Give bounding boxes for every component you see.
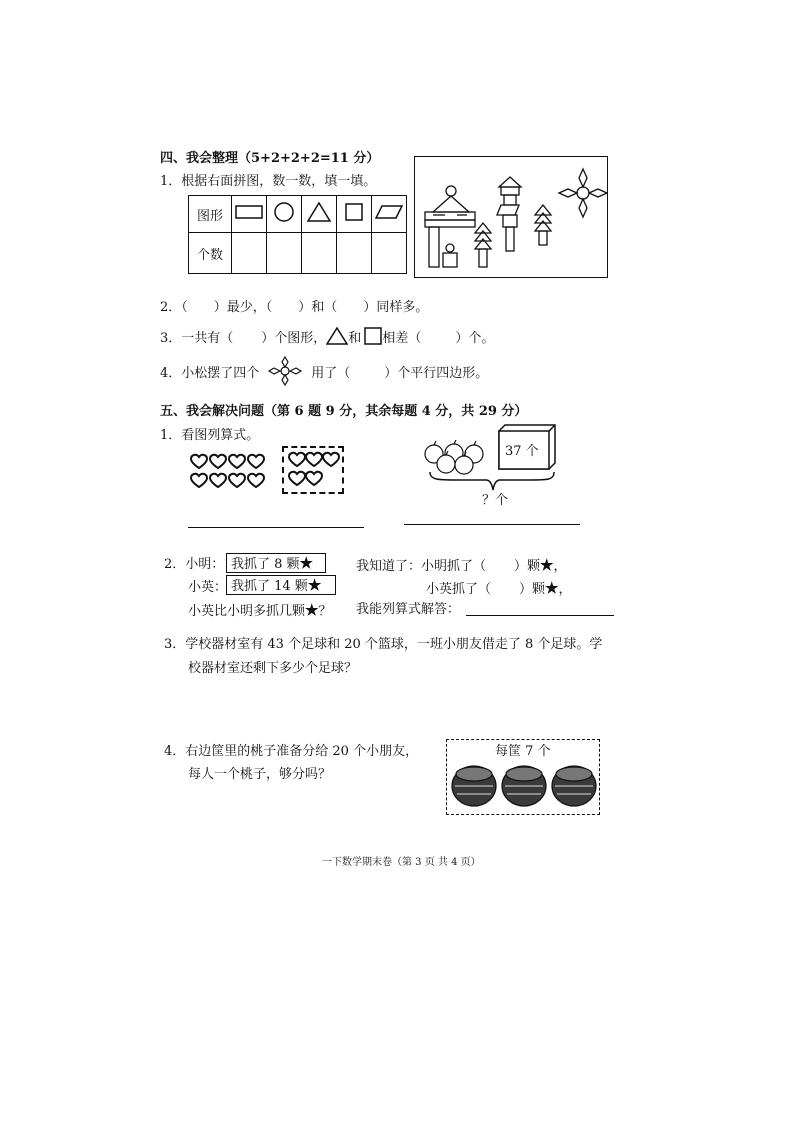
q4-2-part-a: 2．（ (160, 300, 188, 315)
question5-3-line2: 校器材室还剩下多少个足球？ (188, 661, 358, 676)
parallelogram-icon (372, 196, 407, 233)
section5-title: 五、我会解决问题（第 6 题 9 分，其余每题 4 分，共 29 分） (160, 404, 528, 419)
answer-line-hearts[interactable] (188, 527, 364, 528)
count-cell-circle[interactable] (267, 233, 302, 274)
peach-basket-icon (449, 762, 599, 810)
question-mark-total: ？个 (482, 493, 509, 508)
question5-4-line2: 每人一个桃子，够分吗？ (188, 767, 332, 782)
count-cell-parallelogram[interactable] (372, 233, 407, 274)
know-xiaoying: 小英抓了（ ）颗★， (426, 579, 572, 597)
q4-4-part-a: 4．小松摆了四个 (160, 366, 260, 381)
hearts-group-dashed-box (282, 446, 344, 494)
know-xiaoming-a: 我知道了：小明抓了（ (356, 559, 487, 574)
shape-puzzle-drawing (415, 157, 607, 277)
shape-puzzle-picture (414, 156, 608, 278)
know-xiaoying-a: 小英抓了（ (426, 582, 492, 597)
question5-1-text: 1．看图列算式。 (160, 428, 260, 443)
know-xiaoying-b: ）颗 (519, 582, 546, 597)
square-icon (337, 196, 372, 233)
know-xiaoming-b: ）颗 (514, 559, 541, 574)
answer-line-apples[interactable] (404, 524, 580, 525)
count-cell-rectangle[interactable] (232, 233, 267, 274)
xiaoming-label: 2．小明： (164, 557, 225, 572)
xiaoying-speech-box (226, 575, 336, 595)
q4-3-part-a: 3．一共有（ (160, 331, 234, 346)
q5-2-ask-b: ？ (318, 604, 332, 619)
basket-label: 每筐 7 个 (495, 744, 551, 759)
peach-baskets-box (446, 739, 600, 815)
count-cell-triangle[interactable] (302, 233, 337, 274)
question5-4-line1: 4．右边筐里的桃子准备分给 20 个小朋友， (164, 744, 419, 759)
shape-count-table (188, 195, 407, 274)
rectangle-icon (232, 196, 267, 233)
triangle-icon (302, 196, 337, 233)
page-footer: 一下数学期末卷（第 3 页 共 4 页） (322, 857, 481, 868)
q4-3-part-d: 相差（ (382, 331, 422, 346)
q4-2-part-d: ）同样多。 (363, 300, 429, 315)
apple-box (497, 423, 557, 471)
question5-3-line1: 3．学校器材室有 43 个足球和 20 个篮球，一班小朋友借走了 8 个足球。学 (164, 637, 603, 652)
star-icon: ★ (305, 601, 319, 619)
q5-2-solve-label: 我能列算式解答： (356, 602, 461, 617)
q4-3-part-c: 和 (348, 331, 362, 346)
question4-4 (160, 356, 488, 386)
question4-3 (160, 327, 494, 348)
count-cell-square[interactable] (337, 233, 372, 274)
xiaoying-label: 小英： (188, 580, 228, 595)
q4-2-part-c: ）和（ (298, 300, 338, 315)
star-icon: ★ (299, 554, 313, 572)
square-icon (364, 327, 382, 345)
q5-2-question (188, 601, 331, 621)
hearts-boxed-drawing (284, 448, 342, 492)
answer-line-q5-2[interactable] (466, 615, 614, 616)
xiaoying-speech-text: 我抓了 14 颗 (231, 579, 308, 594)
triangle-icon (326, 327, 348, 345)
brace-drawing (428, 470, 558, 492)
section4-title: 四、我会整理（5+2+2+2=11 分） (160, 151, 380, 166)
flower-shape-icon (263, 356, 307, 386)
star-icon: ★ (307, 576, 322, 594)
question4-2 (160, 299, 428, 317)
q4-3-part-e: ）个。 (455, 331, 495, 346)
table-row-label-counts: 个数 (189, 233, 232, 274)
q4-3-part-b: ）个图形， (261, 331, 327, 346)
q5-2-ask-a: 小英比小明多抓几颗 (188, 604, 306, 619)
question4-1-text: 1．根据右面拼图，数一数，填一填。 (160, 174, 377, 189)
apple-box-count: 37 个 (505, 444, 539, 459)
hearts-left-drawing (190, 452, 270, 490)
xiaoming-speech-box (226, 553, 326, 573)
q4-4-part-c: ）个平行四边形。 (384, 366, 489, 381)
table-row-label-shapes: 图形 (189, 196, 232, 233)
know-xiaoming: 我知道了：小明抓了（ ）颗★， (356, 556, 567, 574)
q4-2-part-b: ）最少，（ (213, 300, 273, 315)
q4-4-part-b: 用了（ (311, 366, 351, 381)
hearts-group-left (190, 452, 270, 494)
star-icon: ★ (540, 556, 554, 574)
xiaoming-speech-text: 我抓了 8 颗 (231, 557, 300, 572)
star-icon: ★ (545, 579, 559, 597)
circle-icon (267, 196, 302, 233)
